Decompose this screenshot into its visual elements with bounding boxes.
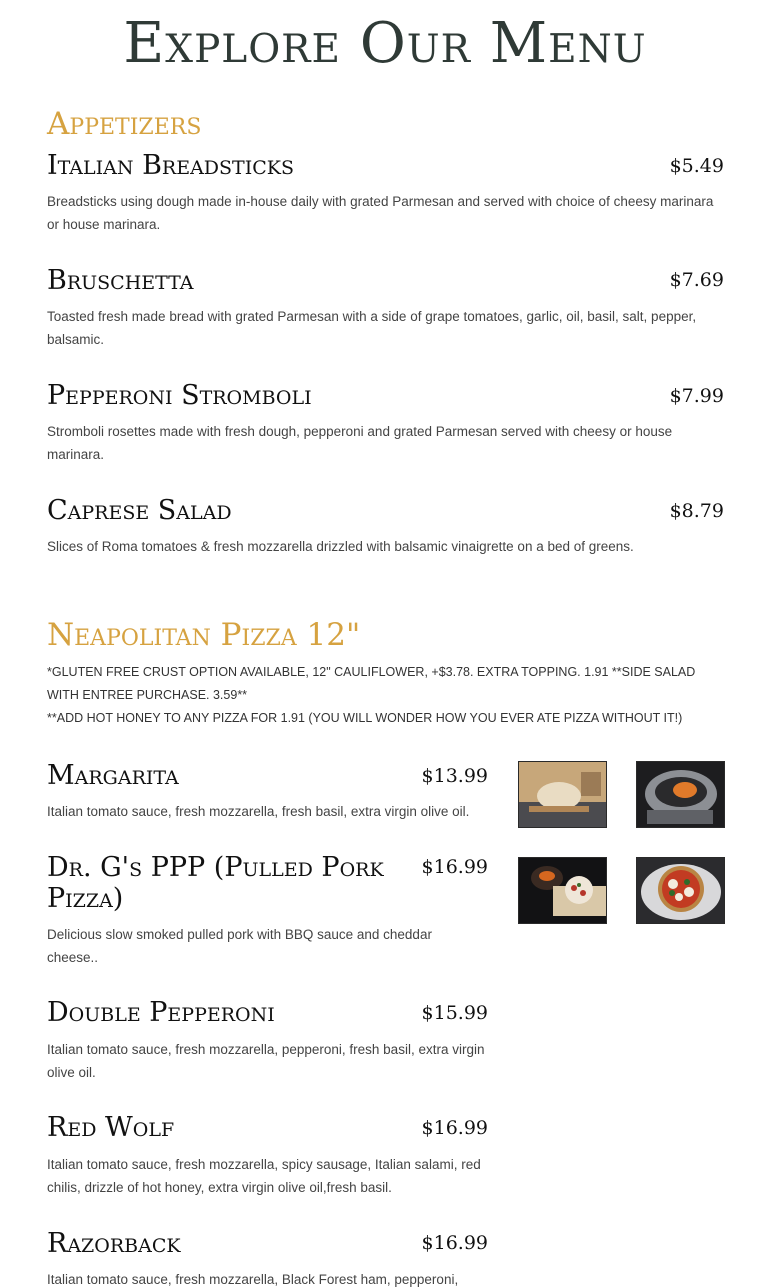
page-title: Explore Our Menu xyxy=(123,11,647,76)
menu-item-name: Margarita xyxy=(47,760,179,791)
menu-item-name: Double Pepperoni xyxy=(47,997,275,1028)
menu-item-price: $13.99 xyxy=(421,765,488,787)
menu-item-description: Toasted fresh made bread with grated Parmesan with a side of grape tomatoes, garlic, oil, basil, salt, pepper, balsamic. xyxy=(47,309,697,347)
menu-item-name: Red Wolf xyxy=(47,1112,175,1143)
menu-item-name: Italian Breadsticks xyxy=(47,150,294,181)
pizza-on-peel-photo[interactable] xyxy=(518,857,607,924)
pizza-note-hot-honey: **ADD HOT HONEY TO ANY PIZZA FOR 1.91 (YOU WILL WONDER HOW YOU EVER ATE PIZZA WITHOUT IT!) xyxy=(47,711,683,725)
menu-item-price: $16.99 xyxy=(421,1232,488,1254)
menu-item-description: Italian tomato sauce, fresh mozzarella, Black Forest ham, pepperoni, xyxy=(47,1272,459,1287)
menu-item-description: Stromboli rosettes made with fresh dough, pepperoni and grated Parmesan served with cheesy or house marinara. xyxy=(47,424,673,462)
dough-on-peel-photo[interactable] xyxy=(518,761,607,828)
pizza-note: *GLUTEN FREE CRUST OPTION AVAILABLE, 12" CAULIFLOWER, +$3.78. EXTRA TOPPING. 1.91 **SIDE SALAD WITH ENTREE PURCHASE. 3.59** xyxy=(47,665,696,702)
section-title-pizza: Neapolitan Pizza 12" xyxy=(47,617,361,653)
menu-item-name: Razorback xyxy=(47,1228,181,1259)
menu-item-price: $8.79 xyxy=(669,500,724,522)
menu-item-description: Italian tomato sauce, fresh mozzarella, spicy sausage, Italian salami, red chilis, drizzle of hot honey, extra virgin olive oil,fresh basil. xyxy=(47,1157,481,1195)
menu-item-price: $15.99 xyxy=(421,1002,488,1024)
menu-item-name: Pepperoni Stromboli xyxy=(47,380,312,411)
menu-item-description: Delicious slow smoked pulled pork with BBQ sauce and cheddar cheese.. xyxy=(47,927,432,965)
menu-item-name: Bruschetta xyxy=(47,265,194,296)
menu-item-price: $7.99 xyxy=(669,385,724,407)
menu-item-name: Dr. G's PPP (Pulled Pork Pizza) xyxy=(47,852,384,914)
menu-item-description: Slices of Roma tomatoes & fresh mozzarella drizzled with balsamic vinaigrette on a bed of greens. xyxy=(47,539,634,554)
margherita-pizza-photo[interactable] xyxy=(636,857,725,924)
menu-item-price: $7.69 xyxy=(669,269,724,291)
menu-item-name: Caprese Salad xyxy=(47,495,232,526)
menu-item-price: $5.49 xyxy=(669,155,724,177)
menu-item-price: $16.99 xyxy=(421,856,488,878)
section-title-appetizers: Appetizers xyxy=(47,106,202,142)
menu-item-description: Italian tomato sauce, fresh mozzarella, fresh basil, extra virgin olive oil. xyxy=(47,804,470,819)
menu-item-price: $16.99 xyxy=(421,1117,488,1139)
pizza-oven-photo[interactable] xyxy=(636,761,725,828)
menu-item-description: Italian tomato sauce, fresh mozzarella, pepperoni, fresh basil, extra virgin olive oil. xyxy=(47,1042,485,1080)
menu-item-description: Breadsticks using dough made in-house daily with grated Parmesan and served with choice of cheesy marinara or house marinara. xyxy=(47,194,714,232)
